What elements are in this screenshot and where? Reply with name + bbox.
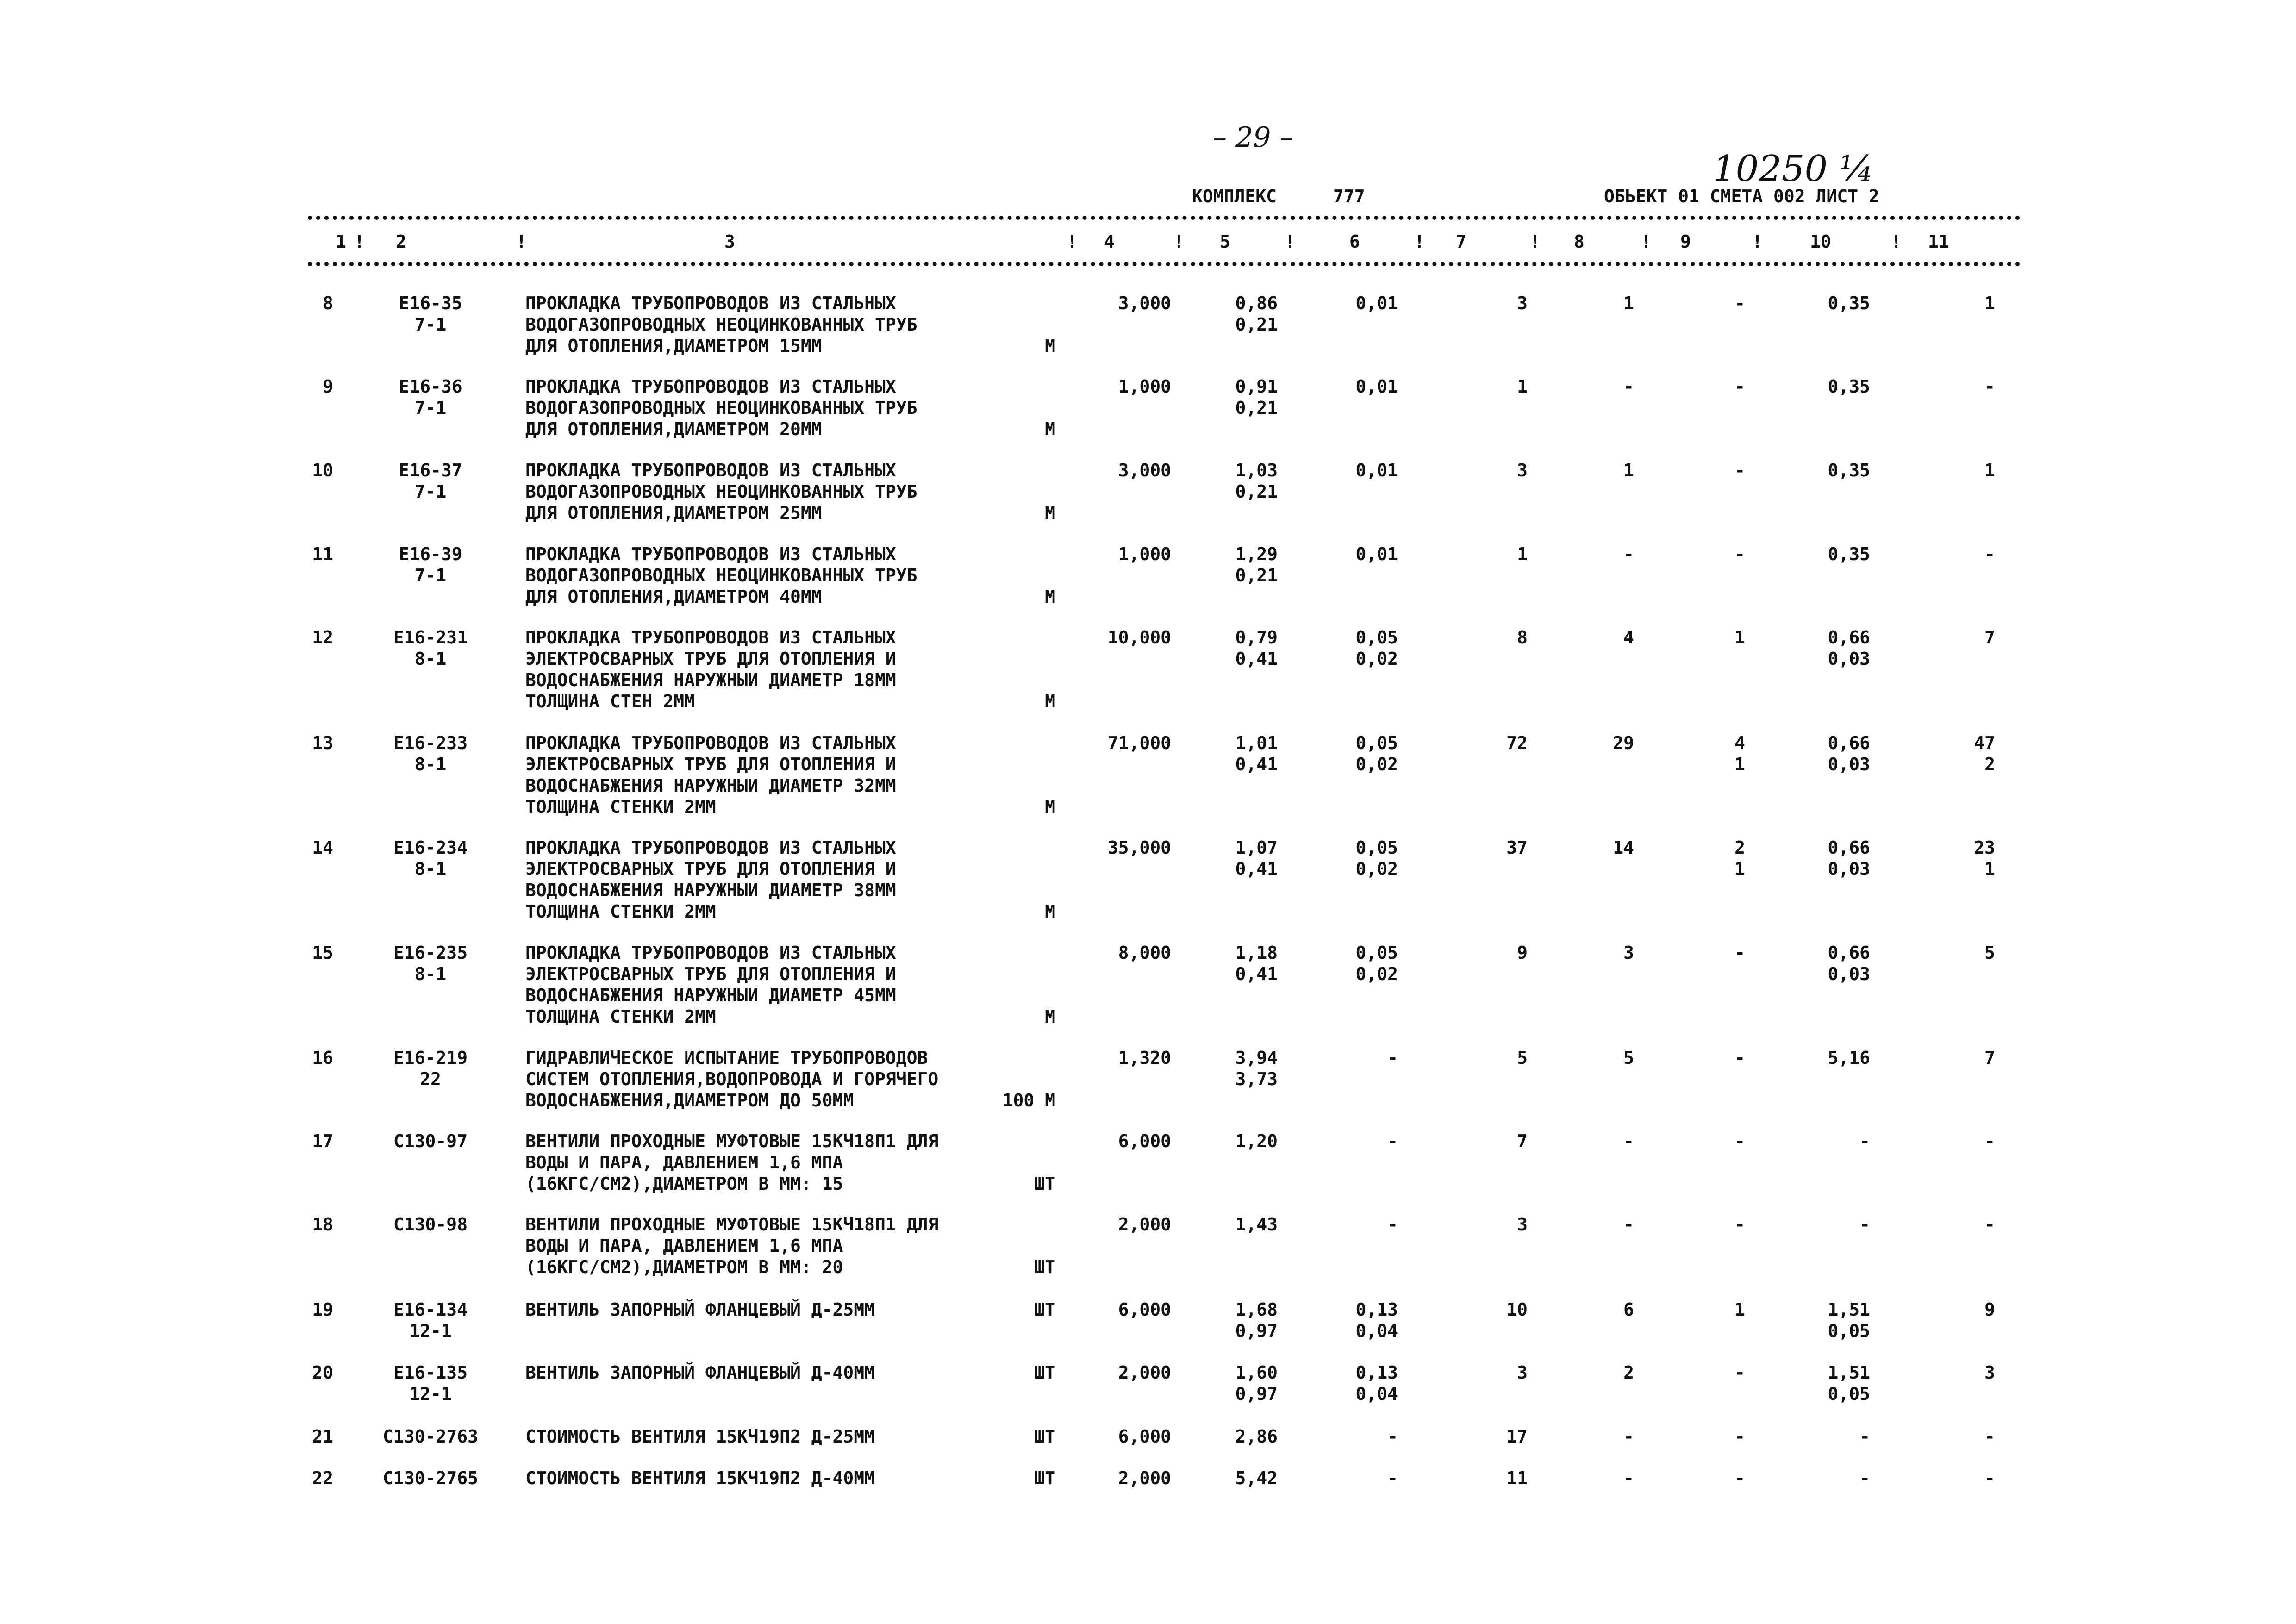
quantity: 2,000 bbox=[1118, 1362, 1171, 1383]
estimate-code: Е16-135 bbox=[393, 1362, 468, 1383]
column-separator: ! bbox=[1641, 231, 1652, 252]
work-description: ВЕНТИЛИ ПРОХОДНЫЕ МУФТОВЫЕ 15КЧ18П1 ДЛЯ bbox=[525, 1131, 939, 1151]
total-col11: 9 bbox=[1984, 1299, 1995, 1320]
total-col10: 0,66 bbox=[1828, 733, 1870, 753]
estimate-code: 12-1 bbox=[409, 1321, 452, 1341]
total-col11: 5 bbox=[1984, 943, 1995, 963]
total-col10: 0,66 bbox=[1828, 837, 1870, 858]
unit-cost: 0,97 bbox=[1235, 1321, 1278, 1341]
unit-of-measure: М bbox=[1045, 419, 1055, 439]
column-separator: ! bbox=[354, 231, 365, 252]
estimate-code: 12-1 bbox=[409, 1384, 452, 1404]
work-description: (16КГС/СМ2),ДИАМЕТРОМ В ММ: 15 bbox=[525, 1174, 843, 1194]
unit-cost: 1,18 bbox=[1235, 943, 1278, 963]
unit-cost-col6: 0,02 bbox=[1355, 649, 1398, 669]
total-col8: 1 bbox=[1623, 460, 1634, 481]
unit-cost: 0,21 bbox=[1235, 398, 1278, 418]
total-col9: 1 bbox=[1734, 627, 1745, 648]
total-col10: 0,03 bbox=[1828, 859, 1870, 879]
row-number: 22 bbox=[312, 1468, 333, 1488]
row-number: 11 bbox=[312, 544, 333, 564]
estimate-code: Е16-231 bbox=[393, 627, 468, 648]
row-number: 20 bbox=[312, 1362, 333, 1383]
column-separator: ! bbox=[1752, 231, 1763, 252]
unit-cost: 5,42 bbox=[1235, 1468, 1278, 1488]
unit-cost: 0,41 bbox=[1235, 754, 1278, 775]
total-col8: - bbox=[1623, 376, 1634, 397]
quantity: 1,000 bbox=[1118, 544, 1171, 564]
total-col8: 14 bbox=[1613, 837, 1634, 858]
estimate-code: 22 bbox=[420, 1069, 441, 1089]
work-description: ПРОКЛАДКА ТРУБОПРОВОДОВ ИЗ СТАЛЬНЫХ bbox=[525, 544, 896, 564]
work-description: ВОДОГАЗОПРОВОДНЫХ НЕОЦИНКОВАННЫХ ТРУБ bbox=[525, 565, 917, 586]
unit-of-measure: М bbox=[1045, 503, 1055, 523]
column-number-3: 3 bbox=[724, 231, 735, 252]
work-description: ВЕНТИЛЬ ЗАПОРНЫЙ ФЛАНЦЕВЫЙ Д-25ММ bbox=[525, 1299, 875, 1320]
work-description: ПРОКЛАДКА ТРУБОПРОВОДОВ ИЗ СТАЛЬНЫХ bbox=[525, 733, 896, 753]
work-description: ТОЛЩИНА СТЕНКИ 2ММ bbox=[525, 1006, 716, 1027]
quantity: 35,000 bbox=[1107, 837, 1171, 858]
total-col8: 4 bbox=[1623, 627, 1634, 648]
total-cost: 3 bbox=[1517, 460, 1528, 481]
work-description: ПРОКЛАДКА ТРУБОПРОВОДОВ ИЗ СТАЛЬНЫХ bbox=[525, 376, 896, 397]
total-cost: 3 bbox=[1517, 293, 1528, 313]
total-col11: - bbox=[1984, 544, 1995, 564]
total-col9: 1 bbox=[1734, 859, 1745, 879]
total-col10: 0,66 bbox=[1828, 627, 1870, 648]
column-number-10: 10 bbox=[1810, 231, 1831, 252]
unit-cost-col6: 0,05 bbox=[1355, 943, 1398, 963]
unit-cost: 1,03 bbox=[1235, 460, 1278, 481]
unit-cost: 0,86 bbox=[1235, 293, 1278, 313]
estimate-code: Е16-134 bbox=[393, 1299, 468, 1320]
work-description: ПРОКЛАДКА ТРУБОПРОВОДОВ ИЗ СТАЛЬНЫХ bbox=[525, 460, 896, 481]
estimate-code: 7-1 bbox=[414, 565, 447, 586]
unit-of-measure: ШТ bbox=[1034, 1299, 1055, 1320]
total-col8: 2 bbox=[1623, 1362, 1634, 1383]
work-description: ВЕНТИЛИ ПРОХОДНЫЕ МУФТОВЫЕ 15КЧ18П1 ДЛЯ bbox=[525, 1214, 939, 1235]
total-cost: 1 bbox=[1517, 376, 1528, 397]
total-cost: 5 bbox=[1517, 1048, 1528, 1068]
unit-cost-col6: 0,01 bbox=[1355, 544, 1398, 564]
total-col10: 1,51 bbox=[1828, 1362, 1870, 1383]
column-separator: ! bbox=[1173, 231, 1184, 252]
unit-cost: 3,73 bbox=[1235, 1069, 1278, 1089]
work-description: ТОЛЩИНА СТЕН 2ММ bbox=[525, 691, 695, 712]
unit-of-measure: М bbox=[1045, 1006, 1055, 1027]
total-col10: 0,66 bbox=[1828, 943, 1870, 963]
column-number-7: 7 bbox=[1456, 231, 1466, 252]
unit-cost: 1,01 bbox=[1235, 733, 1278, 753]
total-col8: - bbox=[1623, 1468, 1634, 1488]
work-description: ПРОКЛАДКА ТРУБОПРОВОДОВ ИЗ СТАЛЬНЫХ bbox=[525, 837, 896, 858]
unit-cost-col6: 0,13 bbox=[1355, 1362, 1398, 1383]
unit-of-measure: М bbox=[1045, 797, 1055, 817]
total-col10: - bbox=[1859, 1131, 1870, 1151]
row-number: 8 bbox=[323, 293, 333, 313]
total-col9: - bbox=[1734, 1362, 1745, 1383]
quantity: 6,000 bbox=[1118, 1299, 1171, 1320]
total-col11: 3 bbox=[1984, 1362, 1995, 1383]
quantity: 1,320 bbox=[1118, 1048, 1171, 1068]
total-col10: - bbox=[1859, 1214, 1870, 1235]
estimate-code: С130-2763 bbox=[383, 1426, 478, 1447]
total-col10: 0,35 bbox=[1828, 293, 1870, 313]
row-number: 18 bbox=[312, 1214, 333, 1235]
unit-cost-col6: - bbox=[1387, 1426, 1398, 1447]
total-col11: 1 bbox=[1984, 293, 1995, 313]
column-number-9: 9 bbox=[1680, 231, 1691, 252]
total-cost: 17 bbox=[1506, 1426, 1528, 1447]
total-cost: 8 bbox=[1517, 627, 1528, 648]
unit-of-measure: ШТ bbox=[1034, 1426, 1055, 1447]
total-col10: 0,03 bbox=[1828, 649, 1870, 669]
work-description: ВОДОГАЗОПРОВОДНЫХ НЕОЦИНКОВАННЫХ ТРУБ bbox=[525, 398, 917, 418]
total-col9: - bbox=[1734, 1214, 1745, 1235]
total-cost: 3 bbox=[1517, 1362, 1528, 1383]
total-col11: 47 bbox=[1974, 733, 1995, 753]
total-col8: 5 bbox=[1623, 1048, 1634, 1068]
unit-of-measure: М bbox=[1045, 336, 1055, 356]
total-col10: 0,35 bbox=[1828, 376, 1870, 397]
total-col8: - bbox=[1623, 1426, 1634, 1447]
unit-cost: 0,21 bbox=[1235, 565, 1278, 586]
unit-cost-col6: - bbox=[1387, 1048, 1398, 1068]
total-col8: 1 bbox=[1623, 293, 1634, 313]
total-cost: 37 bbox=[1506, 837, 1528, 858]
estimate-code: 8-1 bbox=[414, 754, 447, 775]
unit-cost-col6: 0,02 bbox=[1355, 754, 1398, 775]
quantity: 2,000 bbox=[1118, 1214, 1171, 1235]
row-number: 16 bbox=[312, 1048, 333, 1068]
estimate-code: Е16-234 bbox=[393, 837, 468, 858]
column-separator: ! bbox=[1414, 231, 1425, 252]
unit-cost-col6: - bbox=[1387, 1214, 1398, 1235]
total-col8: - bbox=[1623, 544, 1634, 564]
column-number-6: 6 bbox=[1349, 231, 1360, 252]
unit-of-measure: ШТ bbox=[1034, 1174, 1055, 1194]
work-description: ГИДРАВЛИЧЕСКОЕ ИСПЫТАНИЕ ТРУБОПРОВОДОВ bbox=[525, 1048, 928, 1068]
unit-cost-col6: 0,04 bbox=[1355, 1321, 1398, 1341]
unit-cost: 1,29 bbox=[1235, 544, 1278, 564]
estimate-code: С130-97 bbox=[393, 1131, 468, 1151]
unit-cost: 0,21 bbox=[1235, 481, 1278, 502]
total-col11: 2 bbox=[1984, 754, 1995, 775]
total-col8: - bbox=[1623, 1131, 1634, 1151]
estimate-code: С130-98 bbox=[393, 1214, 468, 1235]
total-col10: 0,05 bbox=[1828, 1384, 1870, 1404]
unit-cost: 3,94 bbox=[1235, 1048, 1278, 1068]
work-description: СИСТЕМ ОТОПЛЕНИЯ,ВОДОПРОВОДА И ГОРЯЧЕГО bbox=[525, 1069, 939, 1089]
unit-cost-col6: 0,05 bbox=[1355, 733, 1398, 753]
work-description: ЭЛЕКТРОСВАРНЫХ ТРУБ ДЛЯ ОТОПЛЕНИЯ И bbox=[525, 964, 896, 984]
estimate-code: Е16-37 bbox=[399, 460, 462, 481]
unit-of-measure: М bbox=[1045, 901, 1055, 922]
object-sheet-label: ОБЬЕКТ 01 СМЕТА 002 ЛИСТ 2 bbox=[1604, 186, 1879, 206]
total-col9: - bbox=[1734, 460, 1745, 481]
total-col10: 0,03 bbox=[1828, 754, 1870, 775]
unit-cost-col6: 0,05 bbox=[1355, 837, 1398, 858]
complex-value: 777 bbox=[1333, 186, 1365, 206]
work-description: ВОДЫ И ПАРА, ДАВЛЕНИЕМ 1,6 МПА bbox=[525, 1236, 843, 1256]
estimate-code: Е16-219 bbox=[393, 1048, 468, 1068]
unit-cost-col6: 0,02 bbox=[1355, 964, 1398, 984]
page-number: – 29 – bbox=[1213, 121, 1294, 154]
estimate-code: Е16-35 bbox=[399, 293, 462, 313]
total-col11: - bbox=[1984, 1131, 1995, 1151]
quantity: 6,000 bbox=[1118, 1131, 1171, 1151]
total-col9: 2 bbox=[1734, 837, 1745, 858]
work-description: ВОДОГАЗОПРОВОДНЫХ НЕОЦИНКОВАННЫХ ТРУБ bbox=[525, 481, 917, 502]
column-separator: ! bbox=[1891, 231, 1902, 252]
quantity: 3,000 bbox=[1118, 460, 1171, 481]
estimate-code: 7-1 bbox=[414, 481, 447, 502]
total-col10: 0,35 bbox=[1828, 544, 1870, 564]
work-description: ТОЛЩИНА СТЕНКИ 2ММ bbox=[525, 797, 716, 817]
work-description: ВОДОСНАБЖЕНИЯ НАРУЖНЫИ ДИАМЕТР 32ММ bbox=[525, 775, 896, 796]
estimate-code: 8-1 bbox=[414, 964, 447, 984]
total-col11: 7 bbox=[1984, 1048, 1995, 1068]
work-description: ВОДОСНАБЖЕНИЯ НАРУЖНЫИ ДИАМЕТР 45ММ bbox=[525, 985, 896, 1006]
column-number-11: 11 bbox=[1928, 231, 1949, 252]
work-description: ЭЛЕКТРОСВАРНЫХ ТРУБ ДЛЯ ОТОПЛЕНИЯ И bbox=[525, 754, 896, 775]
row-number: 13 bbox=[312, 733, 333, 753]
total-col9: - bbox=[1734, 943, 1745, 963]
unit-cost: 0,41 bbox=[1235, 859, 1278, 879]
total-col11: - bbox=[1984, 376, 1995, 397]
work-description: ВОДОГАЗОПРОВОДНЫХ НЕОЦИНКОВАННЫХ ТРУБ bbox=[525, 314, 917, 335]
total-cost: 10 bbox=[1506, 1299, 1528, 1320]
work-description: ВЕНТИЛЬ ЗАПОРНЫЙ ФЛАНЦЕВЫЙ Д-40ММ bbox=[525, 1362, 875, 1383]
row-number: 12 bbox=[312, 627, 333, 648]
column-separator: ! bbox=[516, 231, 527, 252]
unit-cost: 0,21 bbox=[1235, 314, 1278, 335]
total-col10: - bbox=[1859, 1426, 1870, 1447]
unit-cost-col6: 0,01 bbox=[1355, 293, 1398, 313]
unit-cost: 2,86 bbox=[1235, 1426, 1278, 1447]
unit-cost-col6: - bbox=[1387, 1131, 1398, 1151]
unit-cost: 0,41 bbox=[1235, 649, 1278, 669]
unit-cost: 1,07 bbox=[1235, 837, 1278, 858]
work-description: ПРОКЛАДКА ТРУБОПРОВОДОВ ИЗ СТАЛЬНЫХ bbox=[525, 627, 896, 648]
work-description: ДЛЯ ОТОПЛЕНИЯ,ДИАМЕТРОМ 25ММ bbox=[525, 503, 822, 523]
total-cost: 7 bbox=[1517, 1131, 1528, 1151]
total-col9: - bbox=[1734, 1426, 1745, 1447]
work-description: ДЛЯ ОТОПЛЕНИЯ,ДИАМЕТРОМ 15ММ bbox=[525, 336, 822, 356]
unit-cost: 0,97 bbox=[1235, 1384, 1278, 1404]
total-col11: - bbox=[1984, 1214, 1995, 1235]
total-col9: 1 bbox=[1734, 1299, 1745, 1320]
estimate-code: Е16-235 bbox=[393, 943, 468, 963]
estimate-code: С130-2765 bbox=[383, 1468, 478, 1488]
total-col10: 5,16 bbox=[1828, 1048, 1870, 1068]
unit-cost: 1,60 bbox=[1235, 1362, 1278, 1383]
total-col10: - bbox=[1859, 1468, 1870, 1488]
quantity: 2,000 bbox=[1118, 1468, 1171, 1488]
total-col10: 0,05 bbox=[1828, 1321, 1870, 1341]
total-col11: 7 bbox=[1984, 627, 1995, 648]
total-col10: 1,51 bbox=[1828, 1299, 1870, 1320]
handwritten-code: 10250 ¼ bbox=[1713, 148, 1874, 190]
unit-cost: 1,43 bbox=[1235, 1214, 1278, 1235]
total-cost: 72 bbox=[1506, 733, 1528, 753]
work-description: СТОИМОСТЬ ВЕНТИЛЯ 15КЧ19П2 Д-25ММ bbox=[525, 1426, 875, 1447]
unit-cost-col6: 0,13 bbox=[1355, 1299, 1398, 1320]
estimate-code: Е16-233 bbox=[393, 733, 468, 753]
column-number-4: 4 bbox=[1104, 231, 1115, 252]
quantity: 6,000 bbox=[1118, 1426, 1171, 1447]
unit-of-measure: 100 М bbox=[1002, 1090, 1055, 1111]
column-separator: ! bbox=[1530, 231, 1541, 252]
work-description: ЭЛЕКТРОСВАРНЫХ ТРУБ ДЛЯ ОТОПЛЕНИЯ И bbox=[525, 649, 896, 669]
total-col8: 3 bbox=[1623, 943, 1634, 963]
quantity: 10,000 bbox=[1107, 627, 1171, 648]
estimate-code: 7-1 bbox=[414, 398, 447, 418]
total-col8: 6 bbox=[1623, 1299, 1634, 1320]
total-col11: - bbox=[1984, 1426, 1995, 1447]
column-number-2: 2 bbox=[396, 231, 406, 252]
column-separator: ! bbox=[1285, 231, 1295, 252]
total-col9: 1 bbox=[1734, 754, 1745, 775]
column-number-8: 8 bbox=[1574, 231, 1585, 252]
estimate-code: Е16-39 bbox=[399, 544, 462, 564]
unit-of-measure: ШТ bbox=[1034, 1468, 1055, 1488]
quantity: 8,000 bbox=[1118, 943, 1171, 963]
row-number: 10 bbox=[312, 460, 333, 481]
row-number: 17 bbox=[312, 1131, 333, 1151]
total-col10: 0,03 bbox=[1828, 964, 1870, 984]
unit-cost: 1,68 bbox=[1235, 1299, 1278, 1320]
work-description: ВОДОСНАБЖЕНИЯ,ДИАМЕТРОМ ДО 50ММ bbox=[525, 1090, 854, 1111]
unit-of-measure: М bbox=[1045, 587, 1055, 607]
work-description: ЭЛЕКТРОСВАРНЫХ ТРУБ ДЛЯ ОТОПЛЕНИЯ И bbox=[525, 859, 896, 879]
total-col9: - bbox=[1734, 544, 1745, 564]
work-description: ВОДОСНАБЖЕНИЯ НАРУЖНЫИ ДИАМЕТР 38ММ bbox=[525, 880, 896, 900]
work-description: ВОДОСНАБЖЕНИЯ НАРУЖНЫИ ДИАМЕТР 18ММ bbox=[525, 670, 896, 690]
estimate-code: Е16-36 bbox=[399, 376, 462, 397]
total-col8: - bbox=[1623, 1214, 1634, 1235]
total-col11: - bbox=[1984, 1468, 1995, 1488]
unit-cost-col6: 0,01 bbox=[1355, 460, 1398, 481]
work-description: СТОИМОСТЬ ВЕНТИЛЯ 15КЧ19П2 Д-40ММ bbox=[525, 1468, 875, 1488]
unit-cost-col6: 0,01 bbox=[1355, 376, 1398, 397]
unit-cost-col6: - bbox=[1387, 1468, 1398, 1488]
unit-of-measure: ШТ bbox=[1034, 1362, 1055, 1383]
estimate-code: 8-1 bbox=[414, 649, 447, 669]
row-number: 21 bbox=[312, 1426, 333, 1447]
work-description: ПРОКЛАДКА ТРУБОПРОВОДОВ ИЗ СТАЛЬНЫХ bbox=[525, 943, 896, 963]
row-number: 15 bbox=[312, 943, 333, 963]
work-description: ДЛЯ ОТОПЛЕНИЯ,ДИАМЕТРОМ 40ММ bbox=[525, 587, 822, 607]
row-number: 19 bbox=[312, 1299, 333, 1320]
total-col9: - bbox=[1734, 1468, 1745, 1488]
column-number-5: 5 bbox=[1220, 231, 1230, 252]
unit-cost-col6: 0,02 bbox=[1355, 859, 1398, 879]
work-description: ТОЛЩИНА СТЕНКИ 2ММ bbox=[525, 901, 716, 922]
unit-of-measure: ШТ bbox=[1034, 1257, 1055, 1277]
total-col11: 1 bbox=[1984, 859, 1995, 879]
unit-cost: 0,41 bbox=[1235, 964, 1278, 984]
unit-cost: 0,79 bbox=[1235, 627, 1278, 648]
total-cost: 1 bbox=[1517, 544, 1528, 564]
work-description: ПРОКЛАДКА ТРУБОПРОВОДОВ ИЗ СТАЛЬНЫХ bbox=[525, 293, 896, 313]
unit-cost: 0,91 bbox=[1235, 376, 1278, 397]
quantity: 1,000 bbox=[1118, 376, 1171, 397]
work-description: ДЛЯ ОТОПЛЕНИЯ,ДИАМЕТРОМ 20ММ bbox=[525, 419, 822, 439]
column-separator: ! bbox=[1067, 231, 1078, 252]
quantity: 3,000 bbox=[1118, 293, 1171, 313]
total-col11: 1 bbox=[1984, 460, 1995, 481]
total-col8: 29 bbox=[1613, 733, 1634, 753]
total-col9: 4 bbox=[1734, 733, 1745, 753]
quantity: 71,000 bbox=[1107, 733, 1171, 753]
complex-label: КОМПЛЕКС bbox=[1192, 186, 1277, 206]
total-cost: 11 bbox=[1506, 1468, 1528, 1488]
work-description: (16КГС/СМ2),ДИАМЕТРОМ В ММ: 20 bbox=[525, 1257, 843, 1277]
estimate-code: 7-1 bbox=[414, 314, 447, 335]
column-number-1: 1 bbox=[336, 231, 346, 252]
total-col9: - bbox=[1734, 293, 1745, 313]
total-col11: 23 bbox=[1974, 837, 1995, 858]
row-number: 9 bbox=[323, 376, 333, 397]
unit-cost-col6: 0,05 bbox=[1355, 627, 1398, 648]
total-col9: - bbox=[1734, 376, 1745, 397]
total-col10: 0,35 bbox=[1828, 460, 1870, 481]
estimate-code: 8-1 bbox=[414, 859, 447, 879]
unit-cost: 1,20 bbox=[1235, 1131, 1278, 1151]
unit-of-measure: М bbox=[1045, 691, 1055, 712]
work-description: ВОДЫ И ПАРА, ДАВЛЕНИЕМ 1,6 МПА bbox=[525, 1152, 843, 1173]
total-col9: - bbox=[1734, 1048, 1745, 1068]
unit-cost-col6: 0,04 bbox=[1355, 1384, 1398, 1404]
row-number: 14 bbox=[312, 837, 333, 858]
total-cost: 3 bbox=[1517, 1214, 1528, 1235]
total-col9: - bbox=[1734, 1131, 1745, 1151]
total-cost: 9 bbox=[1517, 943, 1528, 963]
